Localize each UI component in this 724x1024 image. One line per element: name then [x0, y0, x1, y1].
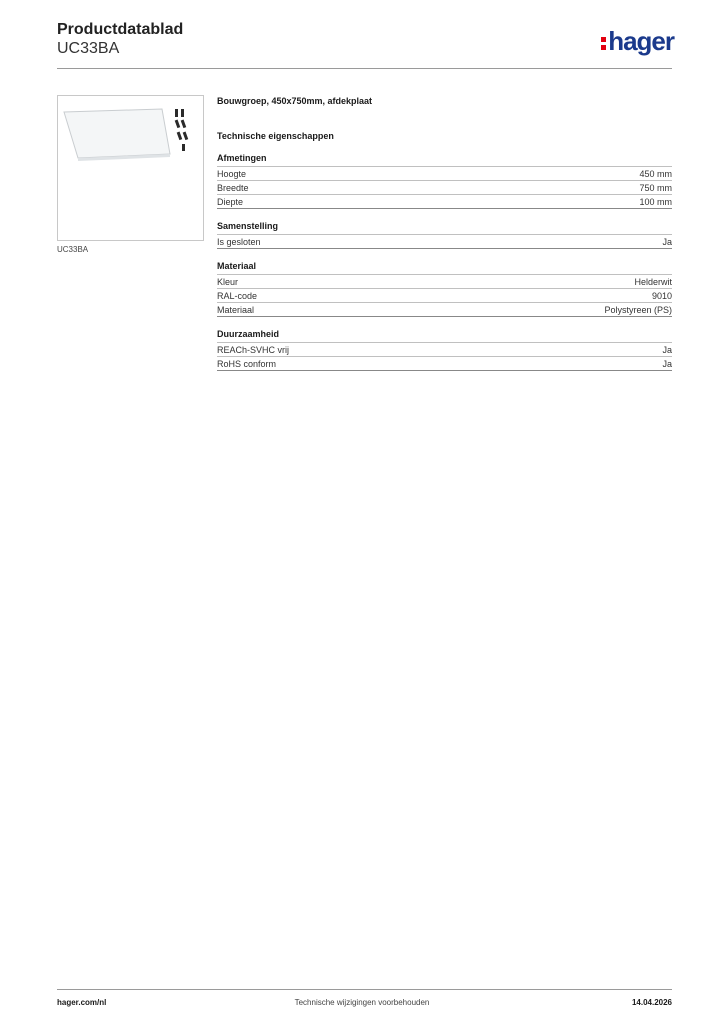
spec-row [217, 289, 672, 303]
spec-label: Kleur [217, 277, 239, 287]
cover-plate-icon [58, 96, 203, 240]
footer-divider [57, 989, 672, 990]
spec-value: 750 mm [639, 183, 672, 193]
logo-text: hager [608, 26, 674, 56]
spec-label: Is gesloten [217, 237, 261, 247]
section-title: Materiaal [217, 261, 672, 275]
section-title: Afmetingen [217, 153, 672, 167]
spec-value: Ja [662, 345, 672, 355]
footer-disclaimer: Technische wijzigingen voorbehouden [294, 998, 430, 1007]
product-name: Bouwgroep, 450x750mm, afdekplaat [217, 96, 373, 106]
header-divider [57, 68, 672, 69]
section-title: Samenstelling [217, 221, 672, 235]
product-code: UC33BA [57, 40, 120, 57]
spec-section-materiaal [217, 261, 672, 317]
spec-label: Breedte [217, 183, 249, 193]
image-caption: UC33BA [57, 245, 89, 254]
spec-value: 9010 [651, 291, 672, 301]
spec-label: Hoogte [217, 169, 247, 179]
spec-label: RoHS conform [217, 359, 277, 369]
spec-value: Ja [662, 359, 672, 369]
spec-value: Polystyreen (PS) [604, 305, 672, 315]
spec-label: REACh-SVHC vrij [217, 345, 290, 355]
spec-value: Helderwit [634, 277, 672, 287]
spec-value: Ja [662, 237, 672, 247]
spec-section-samenstelling [217, 221, 672, 249]
footer-date: 14.04.2026 [631, 998, 672, 1007]
logo-dots-icon [601, 34, 606, 53]
spec-row [217, 181, 672, 195]
spec-value: 450 mm [639, 169, 672, 179]
spec-row [217, 167, 672, 181]
section-title: Duurzaamheid [217, 329, 672, 343]
spec-row [217, 357, 672, 371]
spec-label: RAL-code [217, 291, 258, 301]
spec-row [217, 235, 672, 249]
spec-label: Diepte [217, 197, 244, 207]
spec-value: 100 mm [639, 197, 672, 207]
product-image [57, 95, 204, 241]
hager-logo [601, 26, 674, 57]
spec-label: Materiaal [217, 305, 255, 315]
screws-icon [175, 109, 189, 151]
spec-content [217, 96, 672, 383]
spec-section-duurzaamheid [217, 329, 672, 371]
spec-section-afmetingen [217, 153, 672, 209]
tech-heading: Technische eigenschappen [217, 131, 334, 141]
spec-row [217, 195, 672, 209]
spec-row [217, 303, 672, 317]
page-title: Productdatablad [57, 21, 184, 38]
footer-website-link[interactable]: hager.com/nl [57, 998, 107, 1007]
spec-row [217, 343, 672, 357]
spec-row [217, 275, 672, 289]
